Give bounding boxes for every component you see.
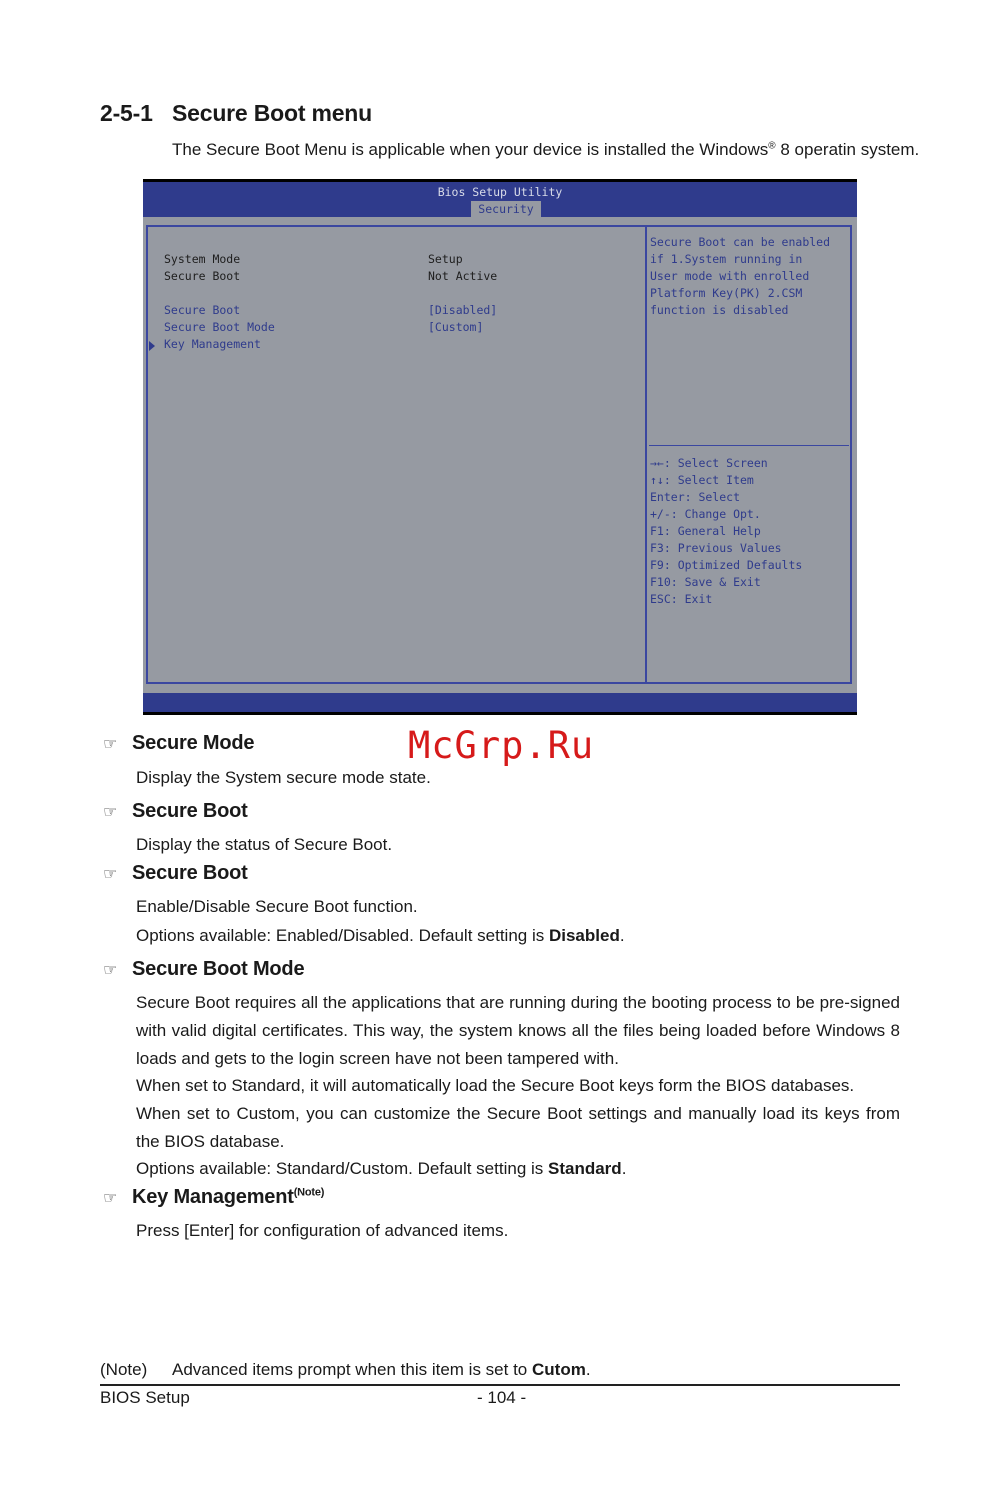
bios-title: Bios Setup Utility	[437, 185, 563, 199]
bios-key-hint: F1: General Help	[650, 524, 761, 538]
item-heading-secure-boot-status: ☞ Secure Boot	[103, 800, 248, 822]
item-desc-secure-boot-mode-1: Secure Boot requires all the applications that are running during the booting process to be pre-signed with valid digital certificates. This way, the system knows all the files being loaded before Windows 8 loads and gets to the login screen have not been tampered with.	[136, 993, 900, 1068]
bios-item-secure-boot-mode[interactable]: Secure Boot Mode	[164, 320, 275, 334]
bios-key-hint: F3: Previous Values	[650, 541, 782, 555]
item-desc-secure-boot-mode-3: When set to Custom, you can customize the Secure Boot settings and manually load its keys from the BIOS database.	[136, 1104, 900, 1151]
bios-key-hint: ↑↓: Select Item	[650, 473, 754, 487]
bios-tab-security[interactable]: Security	[471, 201, 541, 217]
bios-label-secure-boot-status: Secure Boot	[164, 269, 241, 283]
bios-help-line: User mode with enrolled	[650, 269, 810, 283]
footer-section-name: BIOS Setup	[100, 1388, 190, 1407]
footnote-label: (Note)	[100, 1360, 148, 1379]
bios-key-hint: +/-: Change Opt.	[650, 507, 761, 521]
bios-value-secure-boot-status: Not Active	[428, 269, 498, 283]
item-heading-secure-boot-mode: ☞ Secure Boot Mode	[103, 958, 305, 980]
bios-label-system-mode: System Mode	[164, 252, 241, 266]
bios-help-line: Platform Key(PK) 2.CSM	[650, 286, 803, 300]
pointing-hand-icon: ☞	[103, 962, 118, 979]
item-options-secure-boot-mode: Options available: Standard/Custom. Default setting is Standard.	[136, 1159, 627, 1178]
item-desc-secure-boot-status: Display the status of Secure Boot.	[136, 835, 393, 854]
bios-panel-divider	[645, 225, 647, 684]
bios-item-key-management[interactable]: Key Management	[164, 337, 261, 351]
bios-option-secure-boot[interactable]: [Disabled]	[428, 303, 498, 317]
item-heading-secure-boot: ☞ Secure Boot	[103, 862, 248, 884]
item-heading-secure-mode: ☞ Secure Mode	[103, 732, 255, 754]
default-setting: Disabled	[548, 926, 620, 945]
pointing-hand-icon: ☞	[103, 804, 118, 821]
section-title	[100, 100, 372, 127]
item-desc-secure-boot: Enable/Disable Secure Boot function.	[136, 897, 418, 916]
footnote: (Note) Advanced items prompt when this item is set to Cutom.	[100, 1360, 591, 1379]
watermark: McGrp.Ru	[408, 724, 595, 767]
section-number: 2-5-1	[100, 100, 153, 126]
submenu-arrow-icon	[149, 341, 155, 351]
bios-value-system-mode: Setup	[428, 252, 463, 266]
pointing-hand-icon: ☞	[103, 736, 118, 753]
bios-item-secure-boot[interactable]: Secure Boot	[164, 303, 241, 317]
item-desc-secure-mode: Display the System secure mode state.	[136, 768, 431, 787]
bios-key-hint: →←: Select Screen	[650, 456, 768, 470]
intro-paragraph: The Secure Boot Menu is applicable when your device is installed the Windows® 8 operatin system.	[172, 140, 920, 159]
bios-option-secure-boot-mode[interactable]: [Custom]	[428, 320, 484, 334]
registered-mark: ®	[768, 140, 776, 152]
bios-key-hint: ESC: Exit	[650, 592, 713, 606]
item-desc-key-management: Press [Enter] for configuration of advanced items.	[136, 1221, 509, 1240]
bios-key-hint: F10: Save & Exit	[650, 575, 761, 589]
default-setting: Standard	[548, 1159, 622, 1178]
footer-rule	[100, 1384, 900, 1386]
bios-help-separator	[649, 445, 849, 446]
section-title-text: Secure Boot menu	[172, 100, 373, 126]
bios-screenshot	[143, 179, 857, 715]
item-heading-key-management: ☞ Key Management$^{(Note)}$	[103, 1186, 325, 1208]
pointing-hand-icon: ☞	[103, 866, 118, 883]
bios-key-hint: Enter: Select	[650, 490, 741, 504]
page-number: - 104 -	[477, 1388, 527, 1407]
bios-help-line: function is disabled	[650, 303, 789, 317]
bios-help-line: if 1.System running in	[650, 252, 803, 266]
bios-key-hint: F9: Optimized Defaults	[650, 558, 803, 572]
item-desc-secure-boot-mode-2: When set to Standard, it will automatically load the Secure Boot keys form the BIOS databases.	[136, 1076, 855, 1095]
item-options-secure-boot: Options available: Enabled/Disabled. Default setting is Disabled.	[136, 926, 625, 945]
note-reference: (Note)	[293, 1186, 325, 1199]
pointing-hand-icon: ☞	[103, 1190, 118, 1207]
bios-help-line: Secure Boot can be enabled	[650, 235, 831, 249]
